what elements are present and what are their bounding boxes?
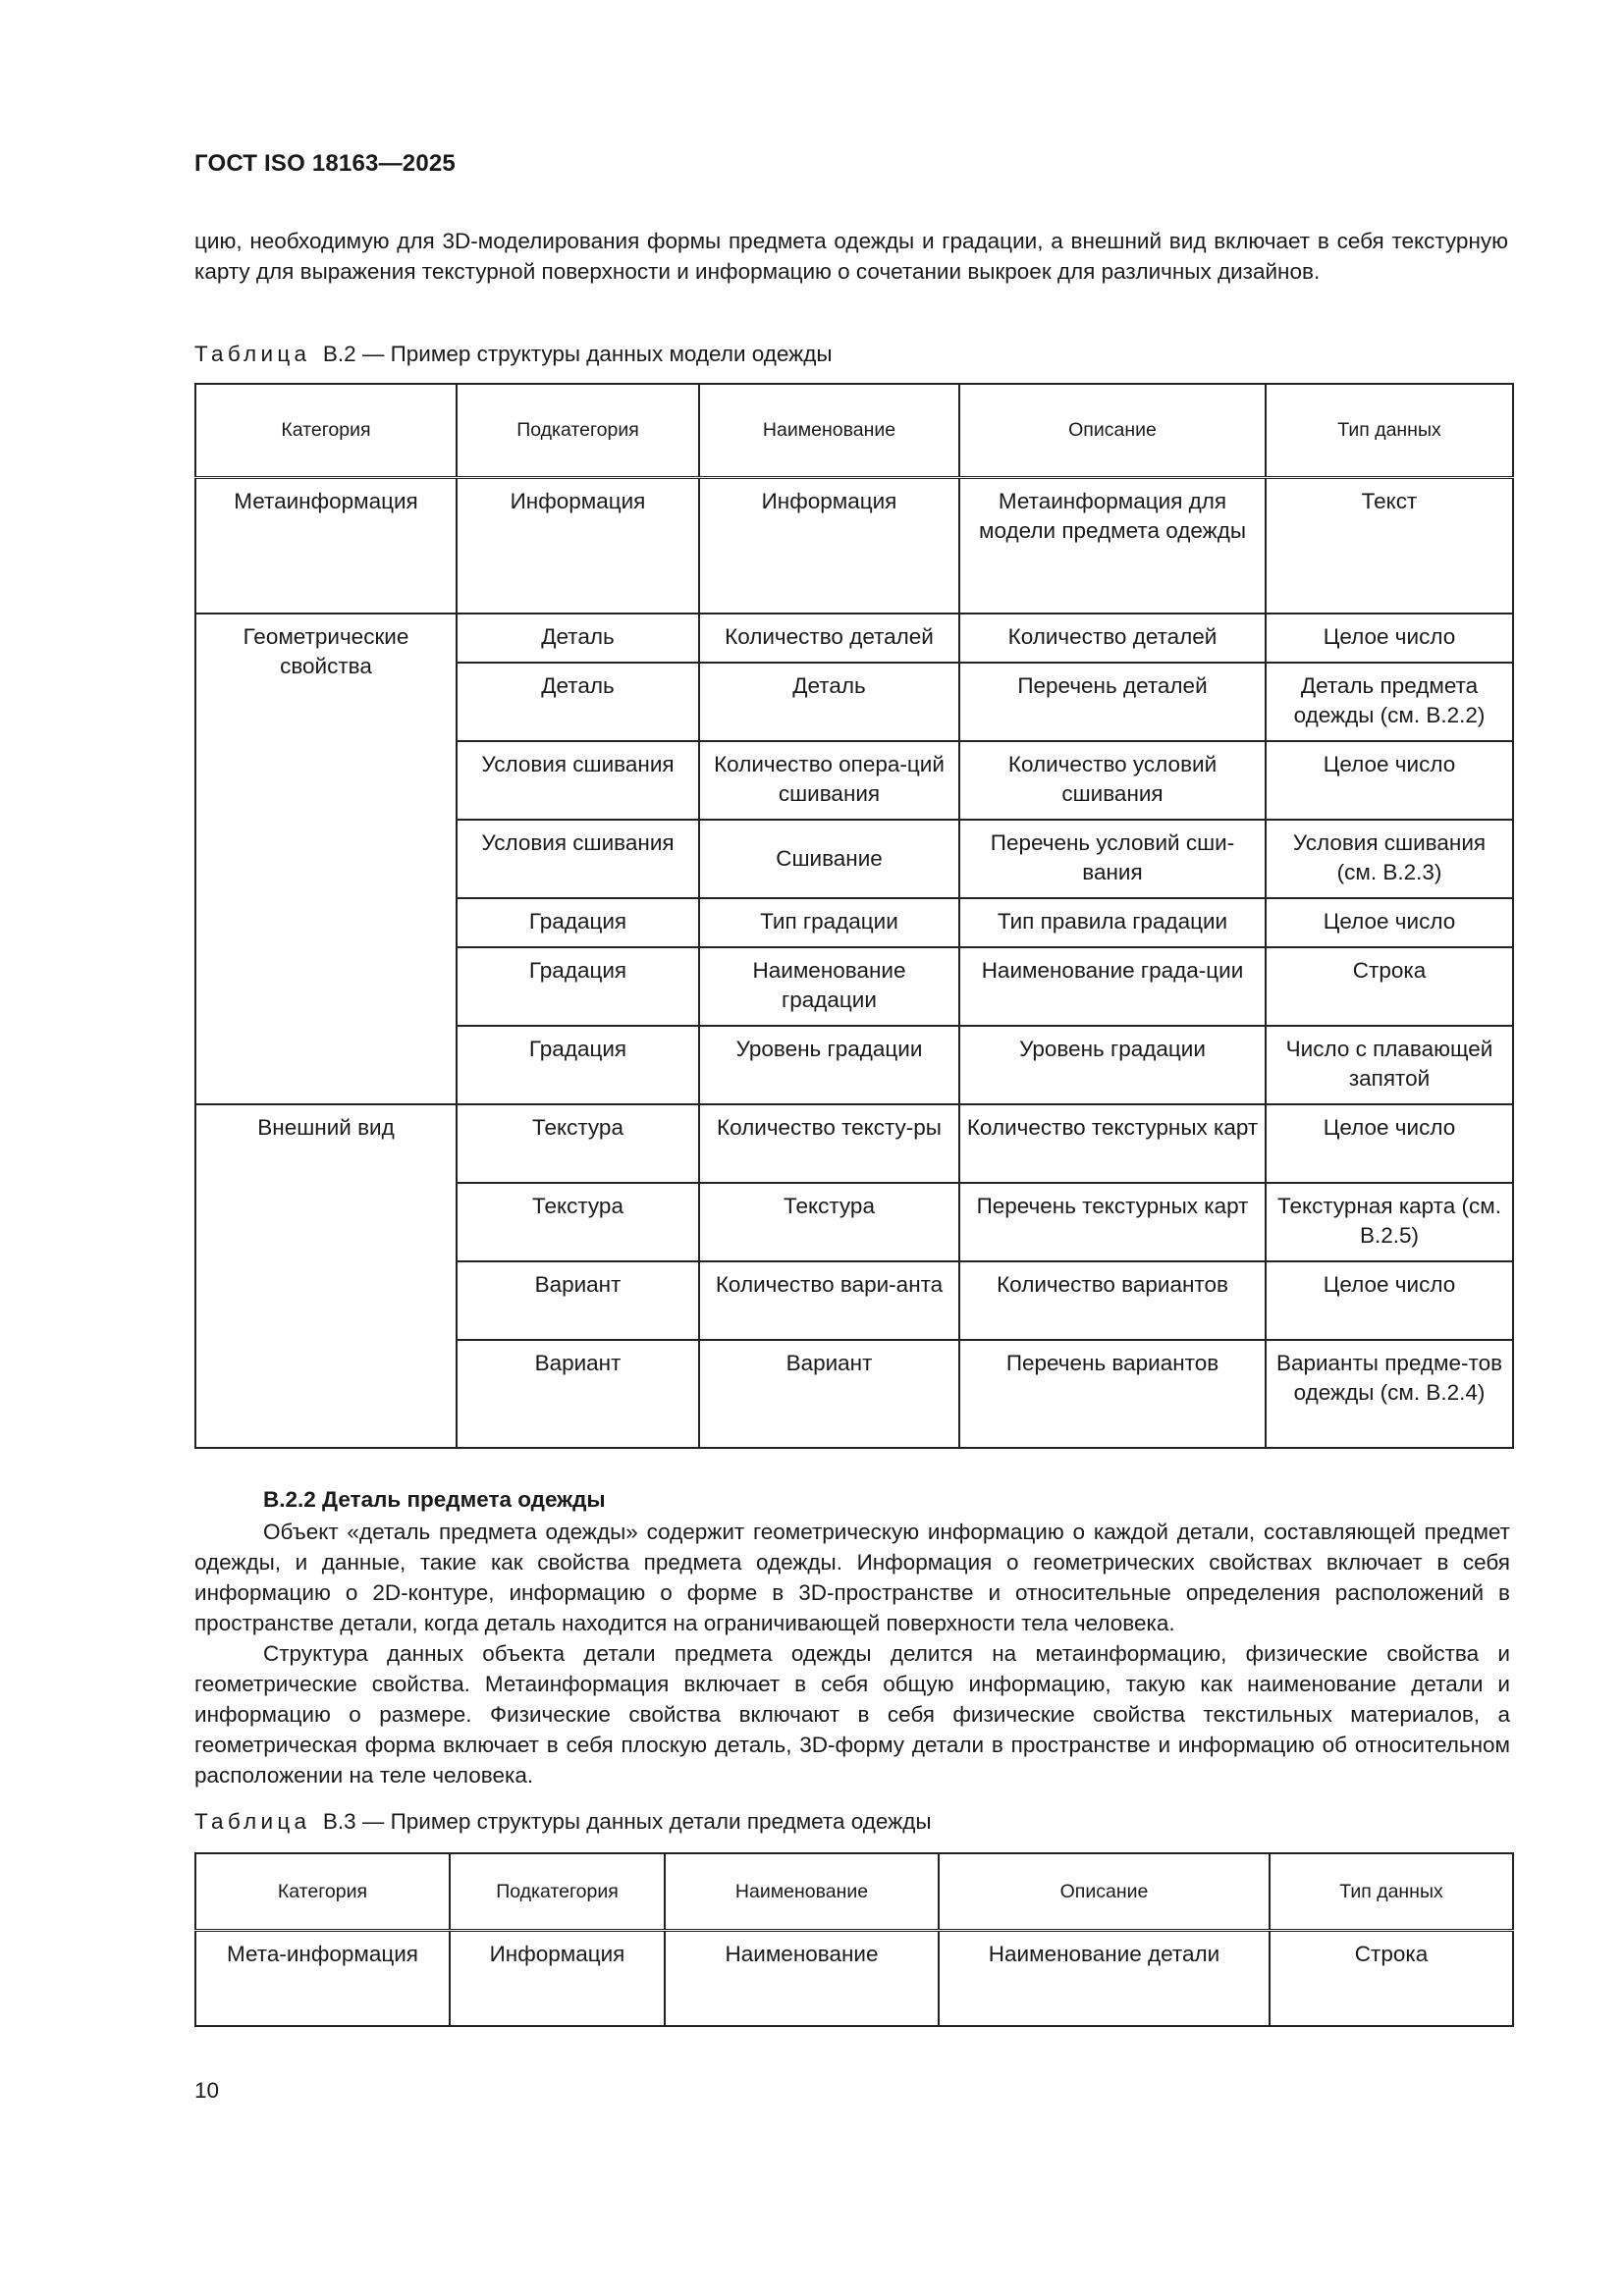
table-cell: Вариант xyxy=(457,1340,699,1448)
table-cell: Текст xyxy=(1266,477,1513,614)
table-cell: Количество тексту-ры xyxy=(699,1104,959,1183)
table-b3-caption-word: Таблица xyxy=(194,1809,311,1834)
table-cell: Деталь xyxy=(699,663,959,741)
table-cell: Целое число xyxy=(1266,898,1513,947)
table-cell: Уровень градации xyxy=(959,1026,1266,1104)
table-cell: Количество деталей xyxy=(699,614,959,663)
table-cell: Тип градации xyxy=(699,898,959,947)
table-cell: Наименование детали xyxy=(939,1930,1270,2026)
category-cell: Геометрические свойства xyxy=(195,614,457,1104)
table-cell: Градация xyxy=(457,1026,699,1104)
table-b2-header-cell: Категория xyxy=(195,384,457,477)
table-b2-caption xyxy=(194,342,833,367)
table-cell: Деталь xyxy=(457,614,699,663)
table-row xyxy=(195,1930,1513,2026)
table-b2-header-cell: Наименование xyxy=(699,384,959,477)
table-b3-header-cell: Наименование xyxy=(665,1853,939,1930)
table-b3 xyxy=(194,1852,1514,2027)
table-b2-header-cell: Описание xyxy=(959,384,1266,477)
table-cell: Количество вариантов xyxy=(959,1261,1266,1340)
table-cell: Информация xyxy=(457,477,699,614)
table-cell: Количество условий сшивания xyxy=(959,741,1266,820)
table-row xyxy=(195,614,1513,663)
table-cell: Вариант xyxy=(457,1261,699,1340)
table-cell: Перечень вариантов xyxy=(959,1340,1266,1448)
document-header: ГОСТ ISO 18163—2025 xyxy=(194,150,456,177)
table-cell: Сшивание xyxy=(699,820,959,898)
table-b3-header-cell: Тип данных xyxy=(1270,1853,1513,1930)
table-cell: Информация xyxy=(450,1930,665,2026)
table-cell: Условия сшивания xyxy=(457,820,699,898)
table-b3-header-row xyxy=(195,1853,1513,1930)
table-cell: Строка xyxy=(1270,1930,1513,2026)
table-cell: Деталь предмета одежды (см. В.2.2) xyxy=(1266,663,1513,741)
table-cell: Перечень условий сши-вания xyxy=(959,820,1266,898)
table-cell: Количество деталей xyxy=(959,614,1266,663)
category-cell: Внешний вид xyxy=(195,1104,457,1448)
table-cell: Деталь xyxy=(457,663,699,741)
table-cell: Целое число xyxy=(1266,1104,1513,1183)
table-cell: Текстура xyxy=(457,1183,699,1261)
table-cell: Варианты предме-тов одежды (см. В.2.4) xyxy=(1266,1340,1513,1448)
table-b3-caption xyxy=(194,1809,932,1835)
table-cell: Градация xyxy=(457,898,699,947)
table-cell: Количество вари-анта xyxy=(699,1261,959,1340)
table-b2-caption-text: В.2 — Пример структуры данных модели одежды xyxy=(322,342,833,366)
table-row xyxy=(195,1104,1513,1183)
table-cell: Условия сшивания (см. В.2.3) xyxy=(1266,820,1513,898)
table-cell: Тип правила градации xyxy=(959,898,1266,947)
table-cell: Наименование градации xyxy=(699,947,959,1026)
table-cell: Перечень деталей xyxy=(959,663,1266,741)
section-paragraph: Объект «деталь предмета одежды» содержит геометрическую информацию о каждой детали, составляющей предмет одежды, и данные, такие как свойства предмета одежды. Информация о геометрических свойствах включает в себя информацию о 2D-контуре, информацию о форме в 3D-пространстве и относительные определения расположений в пространстве детали, когда деталь находится на ограничивающей поверхности тела человека. xyxy=(194,1520,1510,1635)
table-cell: Наименование града-ции xyxy=(959,947,1266,1026)
table-b2-caption-word: Таблица xyxy=(194,342,311,366)
section-paragraph: Структура данных объекта детали предмета одежды делится на метаинформацию, физические свойства и геометрические свойства. Метаинформация включает в себя общую информацию, такую как наименование детали и информацию о размере. Физические свойства включают в себя физические свойства текстильных материалов, а геометрическая форма включает в себя плоскую деталь, 3D-форму детали в пространстве и информацию об относительном расположении на теле человека. xyxy=(194,1641,1510,1788)
section-body xyxy=(194,1517,1510,1790)
table-b3-caption-text: В.3 — Пример структуры данных детали предмета одежды xyxy=(322,1809,932,1834)
table-cell: Текстура xyxy=(699,1183,959,1261)
table-cell: Целое число xyxy=(1266,741,1513,820)
section-heading: В.2.2 Деталь предмета одежды xyxy=(263,1487,606,1512)
table-cell: Целое число xyxy=(1266,1261,1513,1340)
table-b2-header-row xyxy=(195,384,1513,477)
table-cell: Вариант xyxy=(699,1340,959,1448)
table-row xyxy=(195,477,1513,614)
table-cell: Строка xyxy=(1266,947,1513,1026)
table-cell: Перечень текстурных карт xyxy=(959,1183,1266,1261)
table-b2-header-cell: Подкатегория xyxy=(457,384,699,477)
table-b3-header-cell: Категория xyxy=(195,1853,450,1930)
table-cell: Текстурная карта (см. В.2.5) xyxy=(1266,1183,1513,1261)
table-cell: Градация xyxy=(457,947,699,1026)
category-cell: Метаинформация xyxy=(195,477,457,614)
table-b3-header-cell: Подкатегория xyxy=(450,1853,665,1930)
table-b3-header-cell: Описание xyxy=(939,1853,1270,1930)
table-b2-header-cell: Тип данных xyxy=(1266,384,1513,477)
table-cell: Мета-информация xyxy=(195,1930,450,2026)
table-cell: Количество опера-ций сшивания xyxy=(699,741,959,820)
table-cell: Число с плавающей запятой xyxy=(1266,1026,1513,1104)
table-b2 xyxy=(194,383,1514,1449)
table-cell: Наименование xyxy=(665,1930,939,2026)
table-cell: Условия сшивания xyxy=(457,741,699,820)
table-cell: Информация xyxy=(699,477,959,614)
table-cell: Уровень градации xyxy=(699,1026,959,1104)
table-cell: Целое число xyxy=(1266,614,1513,663)
table-cell: Метаинформация для модели предмета одежды xyxy=(959,477,1266,614)
table-cell: Текстура xyxy=(457,1104,699,1183)
page-number: 10 xyxy=(194,2078,220,2103)
table-cell: Количество текстурных карт xyxy=(959,1104,1266,1183)
intro-paragraph: цию, необходимую для 3D-моделирования формы предмета одежды и градации, а внешний вид включает в себя текстурную карту для выражения текстурной поверхности и информацию о сочетании выкроек для различных дизайнов. xyxy=(194,229,1508,284)
